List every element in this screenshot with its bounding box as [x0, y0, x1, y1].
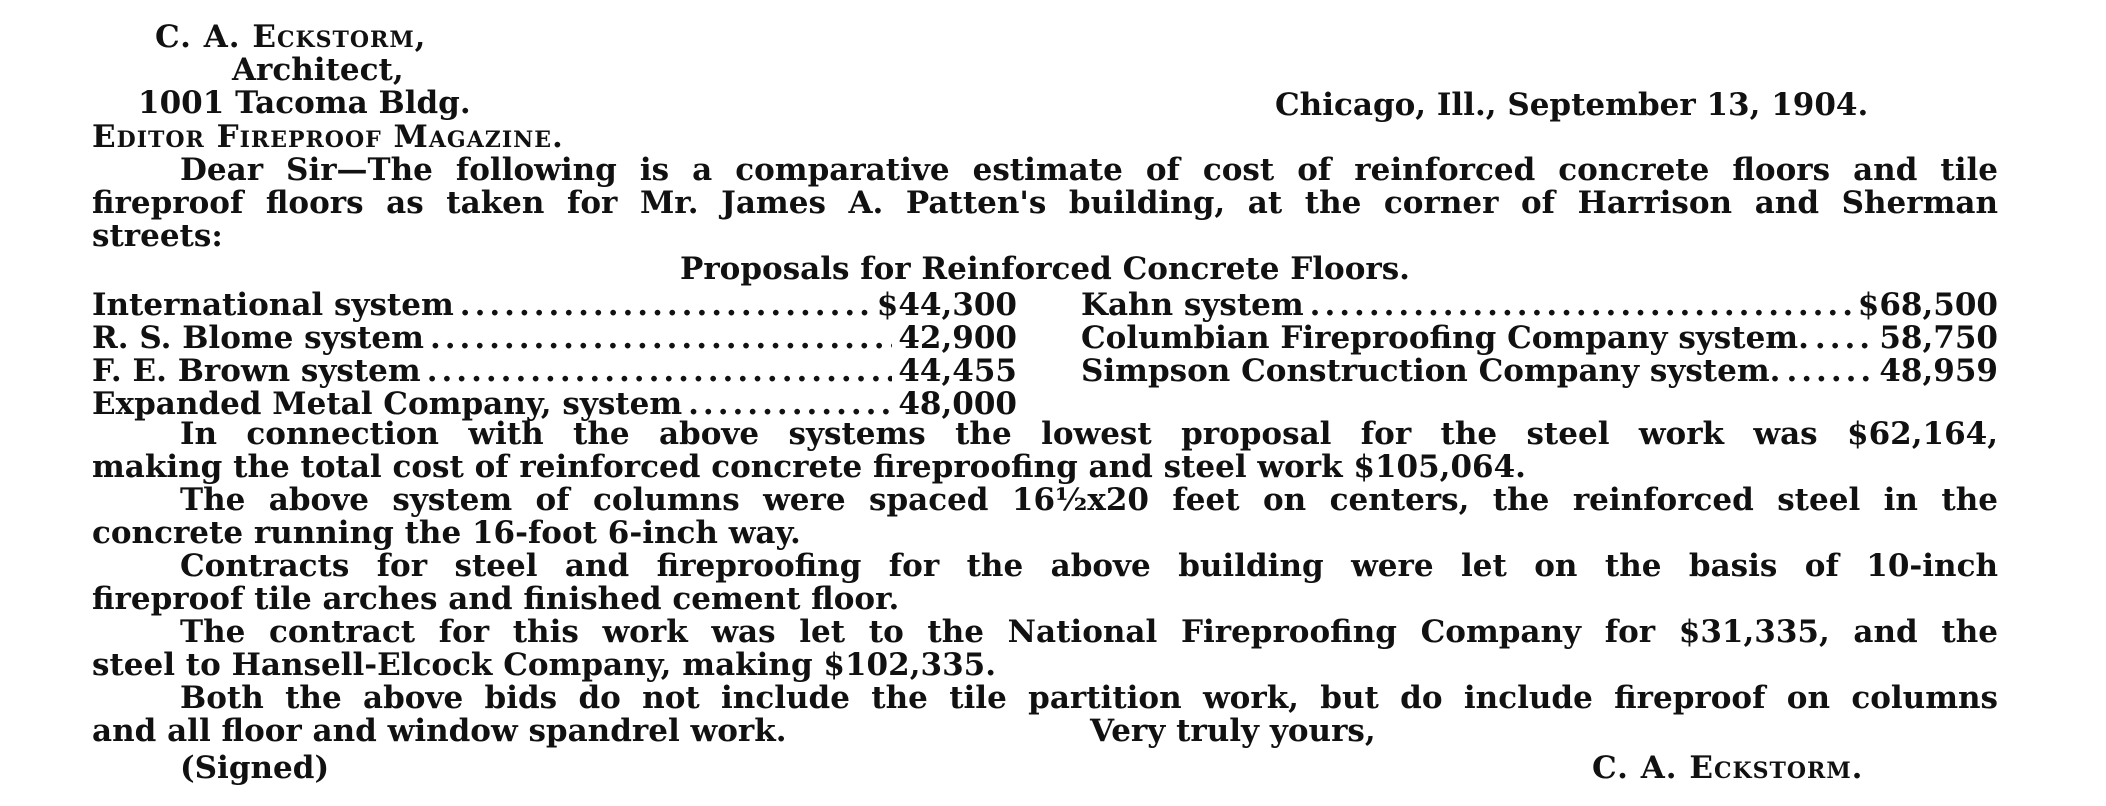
- proposal-name: Columbian Fireproofing Company system.: [1081, 320, 1809, 356]
- body-paragraph-line: The contract for this work was let to the National Fireproofing Company for $31,335, and the: [180, 614, 1998, 650]
- proposal-amount: 48,959: [1879, 353, 1998, 389]
- leader-dots: [460, 287, 871, 323]
- recipient-line: Editor Fireproof Magazine.: [92, 119, 564, 155]
- body-paragraph-line: steel to Hansell-Elcock Company, making $102,335.: [92, 647, 996, 683]
- proposal-amount: 58,750: [1879, 320, 1998, 356]
- sender-name: C. A. Eckstorm,: [155, 19, 427, 55]
- place-date: Chicago, Ill., September 13, 1904.: [1275, 87, 1869, 123]
- proposals-heading: Proposals for Reinforced Concrete Floors.: [680, 251, 1410, 287]
- intro-paragraph-line: Dear Sir—The following is a comparative estimate of cost of reinforced concrete floors and tile: [180, 152, 1998, 188]
- sender-title: Architect,: [232, 52, 404, 88]
- body-paragraph-line: In connection with the above systems the lowest proposal for the steel work was $62,164,: [180, 416, 1998, 452]
- proposal-row: [92, 386, 1998, 422]
- body-paragraph-line: Both the above bids do not include the tile partition work, but do include fireproof on columns: [180, 680, 1998, 716]
- proposal-name: Kahn system: [1081, 287, 1304, 323]
- body-paragraph-line: concrete running the 16-foot 6-inch way.: [92, 515, 801, 551]
- proposal-row: [92, 287, 1998, 323]
- leader-dots: [1815, 320, 1873, 356]
- body-paragraph-line: making the total cost of reinforced concrete fireproofing and steel work $105,064.: [92, 449, 1526, 485]
- sender-address: 1001 Tacoma Bldg.: [138, 85, 471, 121]
- proposal-name: R. S. Blome system: [92, 320, 424, 356]
- signed-label: (Signed): [180, 750, 330, 786]
- closing-line: Very truly yours,: [1090, 713, 1376, 749]
- proposal-amount: $68,500: [1857, 287, 1998, 323]
- leader-dots: [430, 320, 892, 356]
- intro-paragraph-line: fireproof floors as taken for Mr. James A. Patten's building, at the corner of Harrison and Sherman: [92, 185, 1998, 221]
- leader-dots: [1310, 287, 1852, 323]
- body-paragraph-line: The above system of columns were spaced 16½x20 feet on centers, the reinforced steel in the: [180, 482, 1998, 518]
- proposal-row: [92, 320, 1998, 356]
- proposal-name: International system: [92, 287, 454, 323]
- signature: C. A. Eckstorm.: [1592, 750, 1864, 786]
- proposal-amount: 48,000: [898, 386, 1017, 422]
- body-paragraph-line: Contracts for steel and fireproofing for the above building were let on the basis of 10-inch: [180, 548, 1998, 584]
- proposal-amount: 44,455: [898, 353, 1017, 389]
- proposal-name: Simpson Construction Company system.: [1081, 353, 1781, 389]
- body-paragraph-line: fireproof tile arches and finished cement floor.: [92, 581, 900, 617]
- proposal-row: [92, 353, 1998, 389]
- body-paragraph-line: and all floor and window spandrel work.: [92, 713, 787, 749]
- intro-paragraph-line: streets:: [92, 218, 223, 254]
- proposal-amount: $44,300: [876, 287, 1017, 323]
- leader-dots: [427, 353, 893, 389]
- proposal-name: Expanded Metal Company, system: [92, 386, 683, 422]
- proposal-name: F. E. Brown system: [92, 353, 421, 389]
- proposal-amount: 42,900: [898, 320, 1017, 356]
- leader-dots: [1786, 353, 1873, 389]
